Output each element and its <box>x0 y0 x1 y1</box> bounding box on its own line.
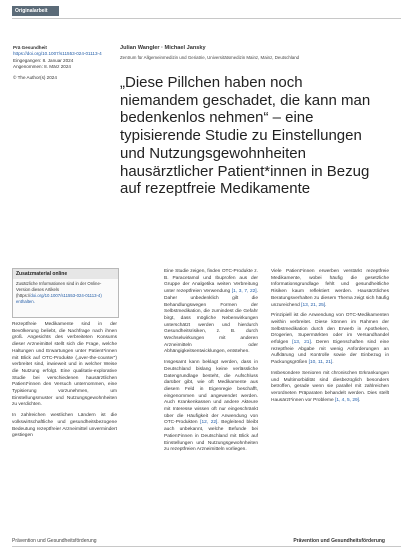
article-meta <box>13 45 105 81</box>
citation[interactable]: [10, 11, 21] <box>308 360 333 366</box>
body-paragraph: Insbesondere Senioren mit chronischen Erkrankungen und Multimorbidität sind diesbezüglich besonders betroffen, gerade wenn sie parallel mit zahlreichen verordneten Präparaten behandelt werden. Dies stellt Hausärzt*innen vor Probleme [1, 4, 5, 29]. <box>271 370 389 403</box>
accepted-date: Angenommen: 8. März 2024 <box>13 64 71 70</box>
footer-rule <box>12 546 401 547</box>
doi-link[interactable]: https://doi.org/10.1007/s11553-024-01113-4 <box>13 51 102 57</box>
citation[interactable]: [13, 21, 25] <box>301 302 326 308</box>
supplementary-text: Zusätzliche Informationen sind in der Online-Version dieses Artikels (https://doi.org/10.1007/s11553-024-01113-4) enthalten. <box>16 281 102 304</box>
article-title: „Diese Pillchen haben noch niemandem geschadet, die kann man bedenkenlos nehmen“ – eine typisierende Studie zu Einstellungen und Nutzungsgewohnheiten hausärztlicher Patient*innen in Bezug auf rezeptfreie Medikamente <box>120 74 371 198</box>
citation[interactable]: [1, 4, 5, 29] <box>335 397 360 403</box>
supplementary-doi-link[interactable]: doi.org/10.1007/s11553-024-01113-4) enthalten. <box>16 293 102 304</box>
abstract-paragraph: Rezeptfreie Medikamente sind in der Bevölkerung beliebt, die Nachfrage nach ihnen groß. Angesichts des verbreiteten Konsums dieser Arzneimittel stellt sich die Frage, welche Haltungen und Erwartungen unter Patient*innen mit Blick auf OTC-Produkte („over-the-counter“) verbreitet sind, inwieweit und in welcher Weise die Nutzung erfolgt. Eine qualitativ-explorative Studie bei verschiedenen hausärztlichen Patient*innen den Versuch unternommen, eine Typisierung vorzunehmen, um Einstellungsmuster und Nutzungsgewohnheiten zu verdichten. <box>12 322 117 408</box>
publication-name: Prä Gesundheit <box>13 45 47 50</box>
citation[interactable]: [13, 21] <box>292 340 311 346</box>
abstract-column <box>12 322 117 444</box>
body-paragraph: Eine Studie zeigen, finden OTC-Produkte z. B. Paracetamol und Ibuprofen aus der Gruppe der Analgetika weiten Verbreitung unter rezeptfreien Verwendung [1, 3, 7, 22]. Daher unbedenklich gilt die Behandlungswegen Formen der Selbstmedikation, die zumindest die Gefahr birgt, dass mögliche Nebenwirkungen unterschätzt werden und hierdurch Gesundheitsrisiken, z. B. durch Wechselwirkungen mit anderen Arzneimitteln oder Abhängigkeitsentwicklungen, entstehen. <box>164 269 258 355</box>
body-paragraph: In zahlreichen westlichen Ländern ist die volkswirtschaftliche und gesundheitsbezogene Bedeutung rezeptfreier Arzneimittel unvermindert gestiegen <box>12 413 117 439</box>
supplementary-heading: Zusatzmaterial online <box>13 269 118 279</box>
body-paragraph: Prinzipiell ist die Anwendung von OTC-Medikamenten weithin verbreitet. Diese können im Rahmen der Selbstmedikation durch den Erwerb in Apotheken, Drogerien, Supermärkten oder im Versandhandel erfolgen [13, 21]. Deren Eigenschaften sind eine rezeptfreie Abgabe mit wenig Anforderungen an Aufklärung und Kontrolle sowie der Einbezug in Packungsgrößen [10, 11, 21]. <box>271 313 389 366</box>
body-paragraph: Viele Patient*innen erwerben verstärkt rezeptfreie Medikamente, wobei häufig die gesetzliche Informationsgrundlage fehlt und gesundheitliche Risiken kaum reflektiert werden. Hausärztliches Beratungsverhalten zu diesem Thema zeigt sich häufig unzureichend [13, 21, 25]. <box>271 269 389 308</box>
citation[interactable]: [1, 3, 7, 22] <box>231 289 257 295</box>
supplementary-box <box>12 268 119 318</box>
body-column-middle <box>164 269 258 458</box>
received-date: Eingegangen: 8. Januar 2024 <box>13 57 74 63</box>
section-tag: Originalarbeit <box>12 6 59 16</box>
article-authors: Julian Wangler · Michael Jansky <box>120 45 206 51</box>
footer-journal-name: Prävention und Gesundheitsförderung <box>12 538 97 544</box>
citation[interactable]: [12, 22] <box>200 420 218 426</box>
body-column-right <box>271 269 389 408</box>
header-rule <box>12 18 401 19</box>
footer-running-title: Prävention und Gesundheitsförderung <box>293 538 385 544</box>
body-paragraph: Insgesamt kann beklagt werden, dass in Deutschland bislang keine verlässliche Datengrundlage besteht, die Aufschluss darüber gibt, wie oft Medikamente aus diesem Feld in Eigenregie beschafft, eingenommen und angewendet werden. Auch Krankenkassen und andere Akteure mit Interesse wissen oft nur eingeschränkt über die Häufigkeit der Anwendung von OTC-Produkten [12, 22]. Begleitend bleibt auch unbekannt, welche Befunde bei Patient*innen in Deutschland mit Blick auf Einstellungen und Nutzungsgewohnheiten zu rezeptfreien Arzneimitteln vorliegen. <box>164 360 258 453</box>
copyright-line: © The Author(s) 2024 <box>13 74 57 80</box>
author-affiliation: Zentrum für Allgemeinmedizin und Geriatrie, Universitätsmedizin Mainz, Mainz, Deutschland <box>120 55 300 60</box>
